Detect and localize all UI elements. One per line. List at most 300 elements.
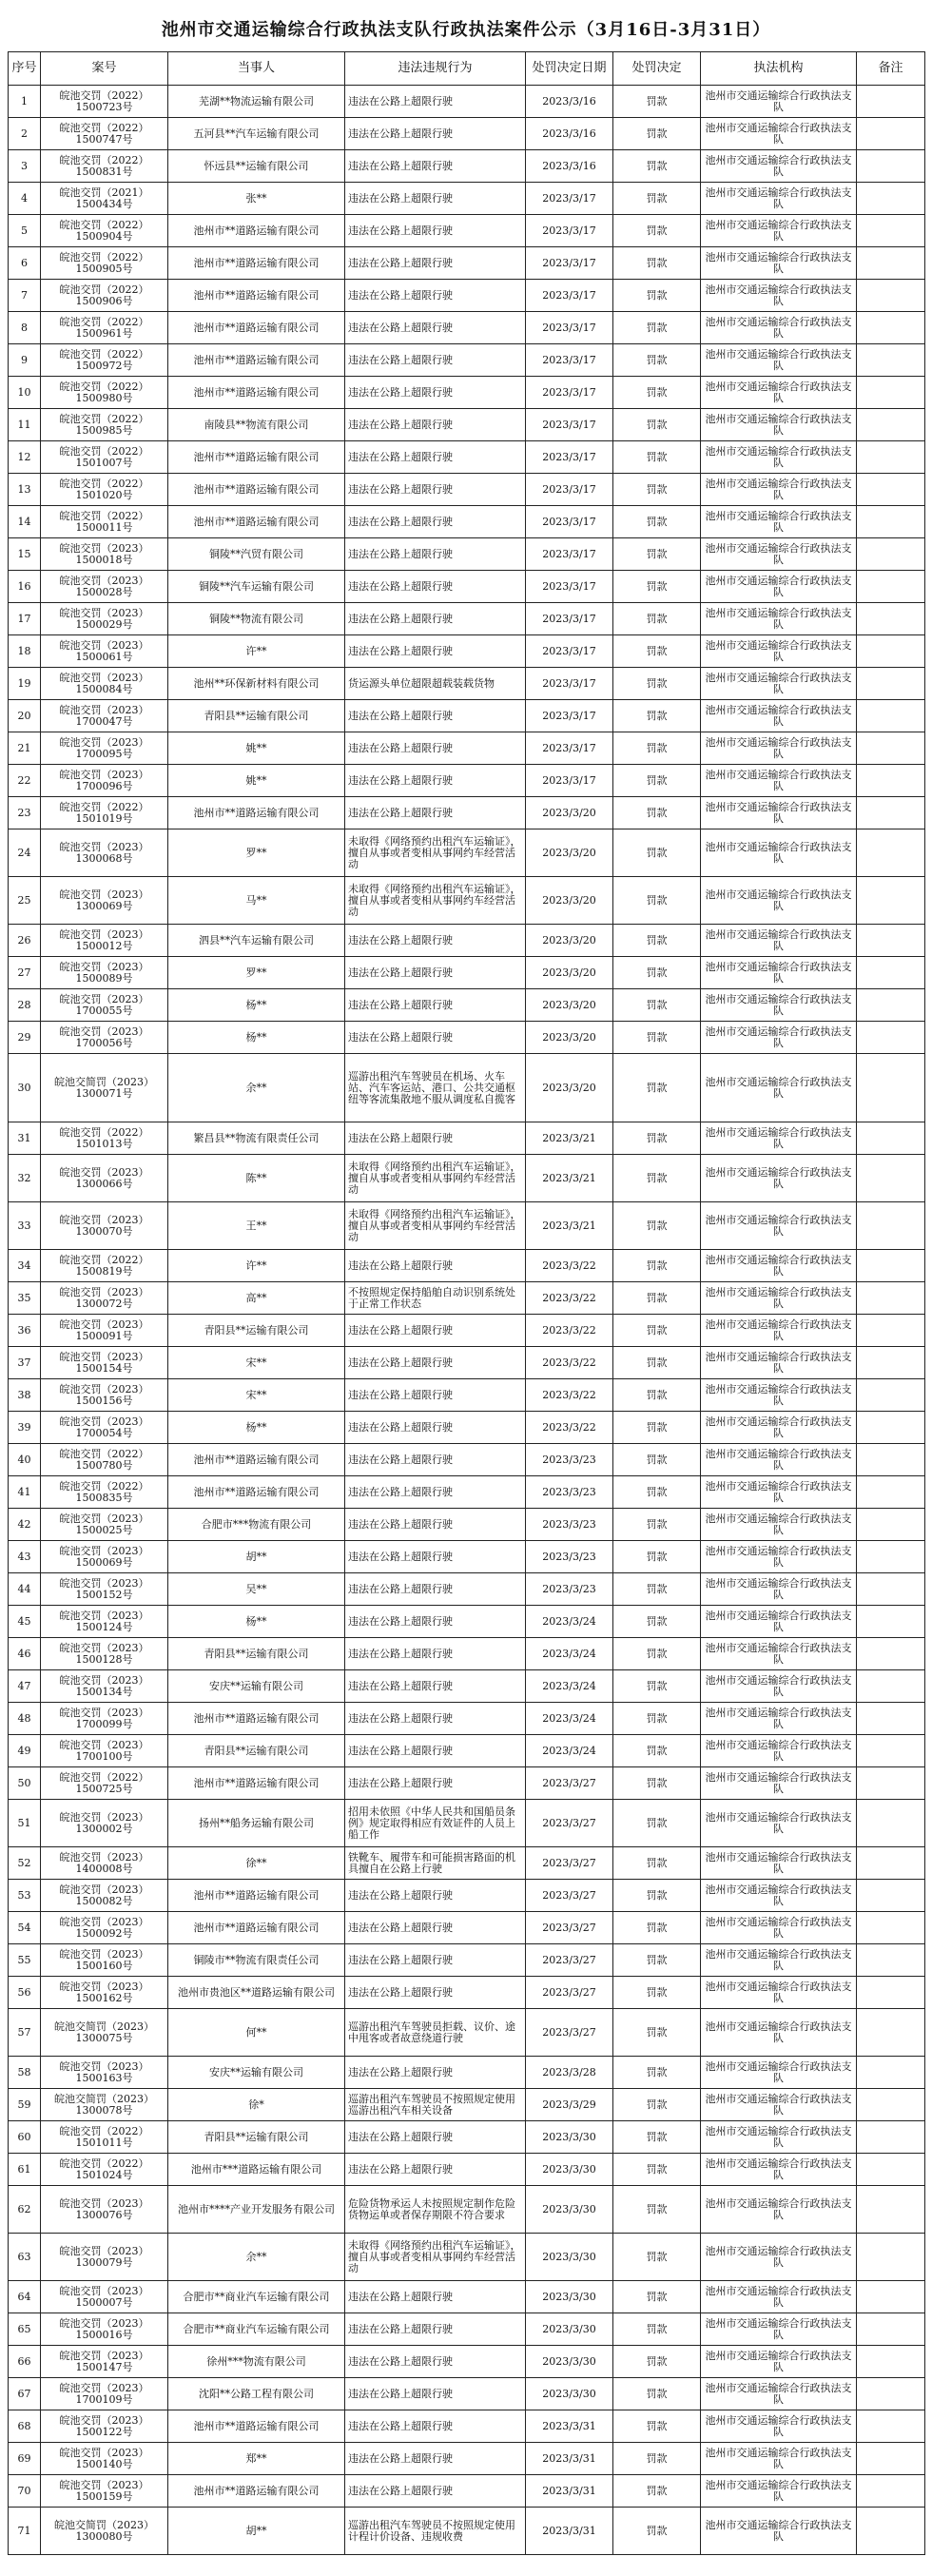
cell-date bbox=[526, 925, 613, 957]
cell-no-text: 27 bbox=[17, 966, 31, 979]
cell-no-text: 62 bbox=[17, 2202, 31, 2215]
table-row bbox=[9, 1122, 925, 1155]
cell-date-text: 2023/3/16 bbox=[542, 127, 596, 140]
cell-date-text: 2023/3/27 bbox=[542, 2025, 596, 2039]
cell-no bbox=[9, 247, 41, 280]
cell-party bbox=[168, 797, 345, 829]
cell-no bbox=[9, 312, 41, 344]
cell-date bbox=[526, 2154, 613, 2186]
cell-agency-text: 池州市交通运输综合行政执法支队 bbox=[705, 380, 852, 404]
cell-agency-text: 池州市交通运输综合行政执法支队 bbox=[705, 477, 852, 501]
cell-violation bbox=[345, 150, 526, 183]
cell-case-number bbox=[41, 344, 168, 377]
table-row bbox=[9, 1476, 925, 1509]
cell-decision bbox=[613, 2410, 701, 2443]
cell-agency bbox=[701, 150, 857, 183]
cell-violation-text: 违法在公路上超限行驶 bbox=[348, 612, 453, 625]
cell-party-text: 池州市**道路运输有限公司 bbox=[193, 1711, 320, 1725]
cell-agency bbox=[701, 989, 857, 1022]
cell-no bbox=[9, 1977, 41, 2009]
cell-no-text: 60 bbox=[17, 2130, 31, 2143]
cell-no-text: 7 bbox=[21, 288, 28, 302]
cell-case-number-text: 皖池交罚（2023） bbox=[59, 1285, 149, 1298]
cell-decision-text: 罚款 bbox=[646, 1131, 668, 1144]
cell-no bbox=[9, 409, 41, 441]
cell-party bbox=[168, 2378, 345, 2410]
cell-agency-text: 池州市交通运输综合行政执法支队 bbox=[705, 1317, 852, 1342]
cell-no bbox=[9, 2234, 41, 2281]
cell-decision bbox=[613, 441, 701, 474]
cell-date bbox=[526, 1202, 613, 1250]
cell-party-text: 池州市***道路运输有限公司 bbox=[190, 2162, 322, 2176]
table-row bbox=[9, 1977, 925, 2009]
cell-violation-text: 违法在公路上超限行驶 bbox=[348, 2387, 453, 2400]
cell-no-text: 71 bbox=[17, 2524, 31, 2537]
cell-agency-text: 池州市交通运输综合行政执法支队 bbox=[705, 992, 852, 1017]
cell-case-number-text: 1300071号 bbox=[75, 1086, 133, 1100]
cell-agency-text: 池州市交通运输综合行政执法支队 bbox=[705, 1673, 852, 1698]
cell-agency-text: 池州市交通运输综合行政执法支队 bbox=[705, 509, 852, 534]
cell-decision bbox=[613, 1573, 701, 1606]
cell-agency bbox=[701, 1202, 857, 1250]
cell-violation bbox=[345, 1670, 526, 1703]
cell-remark bbox=[857, 1412, 925, 1444]
cell-agency bbox=[701, 2234, 857, 2281]
cell-decision-text: 罚款 bbox=[646, 191, 668, 205]
cell-case-number-text: 皖池交罚（2023） bbox=[59, 1738, 149, 1751]
cell-violation bbox=[345, 1022, 526, 1054]
cell-decision bbox=[613, 1944, 701, 1977]
cell-no-text: 16 bbox=[17, 579, 31, 593]
cell-no-text: 31 bbox=[17, 1131, 31, 1144]
cell-no bbox=[9, 538, 41, 571]
cell-case-number-text: 皖池交罚（2023） bbox=[59, 671, 149, 684]
cell-violation bbox=[345, 1638, 526, 1670]
cell-date-text: 2023/3/24 bbox=[542, 1711, 596, 1725]
cell-violation bbox=[345, 1315, 526, 1347]
cell-party-text: 池州市**道路运输有限公司 bbox=[193, 1921, 320, 1934]
cell-case-number bbox=[41, 1347, 168, 1379]
cell-violation bbox=[345, 989, 526, 1022]
cell-case-number-text: 皖池交罚（2022） bbox=[59, 1253, 149, 1266]
cell-remark bbox=[857, 1944, 925, 1977]
cell-party-text: 池州市**道路运输有限公司 bbox=[193, 806, 320, 819]
cell-no bbox=[9, 1155, 41, 1202]
cell-case-number-text: 1500012号 bbox=[75, 939, 133, 952]
cell-violation-text: 违法在公路上超限行驶 bbox=[348, 2484, 453, 2497]
cell-decision bbox=[613, 829, 701, 877]
table-row bbox=[9, 732, 925, 765]
cell-party bbox=[168, 1670, 345, 1703]
cell-no-text: 29 bbox=[17, 1030, 31, 1044]
cell-case-number-text: 1700099号 bbox=[75, 1717, 133, 1730]
cell-party-text: 池州市**道路运输有限公司 bbox=[193, 450, 320, 463]
cell-violation bbox=[345, 377, 526, 409]
cell-violation bbox=[345, 247, 526, 280]
cell-case-number bbox=[41, 603, 168, 635]
cell-no bbox=[9, 2009, 41, 2057]
cell-date-text: 2023/3/17 bbox=[542, 773, 596, 787]
cell-decision bbox=[613, 1054, 701, 1122]
cell-date bbox=[526, 1122, 613, 1155]
cell-date-text: 2023/3/17 bbox=[542, 418, 596, 431]
cell-decision bbox=[613, 1250, 701, 1282]
cell-violation-text: 违法在公路上超限行驶 bbox=[348, 2451, 453, 2465]
cell-date-text: 2023/3/21 bbox=[542, 1171, 596, 1184]
cell-date bbox=[526, 571, 613, 603]
cell-agency bbox=[701, 312, 857, 344]
cell-decision-text: 罚款 bbox=[646, 1485, 668, 1498]
cell-violation-text: 未取得《网络预约出租汽车运输证》，擅自从事或者变相从事网约车经营活动 bbox=[348, 1160, 521, 1196]
cell-violation bbox=[345, 1606, 526, 1638]
cell-case-number-text: 1500029号 bbox=[75, 617, 133, 631]
cell-violation bbox=[345, 1703, 526, 1735]
cell-no bbox=[9, 1444, 41, 1476]
cell-party bbox=[168, 150, 345, 183]
cell-remark bbox=[857, 1282, 925, 1315]
cell-decision bbox=[613, 2121, 701, 2154]
cell-violation-text: 货运源头单位超限超载装载货物 bbox=[348, 676, 495, 690]
cell-agency bbox=[701, 1880, 857, 1912]
cell-violation-text: 违法在公路上超限行驶 bbox=[348, 1711, 453, 1725]
table-row bbox=[9, 2186, 925, 2234]
cell-violation-text: 违法在公路上超限行驶 bbox=[348, 579, 453, 593]
cell-no bbox=[9, 1847, 41, 1880]
table-row bbox=[9, 925, 925, 957]
cell-no-text: 15 bbox=[17, 547, 31, 560]
cell-decision-text: 罚款 bbox=[646, 2065, 668, 2078]
cell-agency bbox=[701, 1476, 857, 1509]
cell-remark bbox=[857, 1444, 925, 1476]
cell-violation-text: 违法在公路上超限行驶 bbox=[348, 321, 453, 334]
cell-violation-text: 违法在公路上超限行驶 bbox=[348, 1323, 453, 1337]
cell-case-number-text: 1500980号 bbox=[75, 391, 133, 404]
cell-agency-text: 池州市交通运输综合行政执法支队 bbox=[705, 2413, 852, 2438]
cell-case-number bbox=[41, 1767, 168, 1800]
cell-remark bbox=[857, 797, 925, 829]
cell-date bbox=[526, 215, 613, 247]
cell-violation bbox=[345, 86, 526, 118]
cell-violation bbox=[345, 118, 526, 150]
cell-party-text: 池州市**道路运输有限公司 bbox=[193, 321, 320, 334]
cell-date-text: 2023/3/24 bbox=[542, 1647, 596, 1660]
cell-case-number-text: 1500904号 bbox=[75, 229, 133, 243]
cell-case-number-text: 皖池交罚（2022） bbox=[59, 1125, 149, 1139]
cell-party-text: 南陵县**物流有限公司 bbox=[204, 418, 309, 431]
cell-decision-text: 罚款 bbox=[646, 1744, 668, 1757]
table-row bbox=[9, 797, 925, 829]
cell-no-text: 37 bbox=[17, 1356, 31, 1369]
table-row bbox=[9, 1347, 925, 1379]
cell-remark bbox=[857, 280, 925, 312]
cell-no-text: 39 bbox=[17, 1420, 31, 1434]
cell-case-number-text: 1500061号 bbox=[75, 650, 133, 663]
cell-agency-text: 池州市交通运输综合行政执法支队 bbox=[705, 1810, 852, 1835]
cell-violation bbox=[345, 1509, 526, 1541]
cell-decision bbox=[613, 668, 701, 700]
cell-agency bbox=[701, 86, 857, 118]
cell-party-text: 铜陵市**物流有限责任公司 bbox=[193, 1953, 320, 1966]
cell-date-text: 2023/3/30 bbox=[542, 2162, 596, 2176]
cell-case-number-text: 皖池交简罚（2023） bbox=[54, 2518, 154, 2531]
cell-violation-text: 违法在公路上超限行驶 bbox=[348, 385, 453, 399]
cell-party-text: 繁昌县**物流有限责任公司 bbox=[193, 1131, 320, 1144]
cell-decision-text: 罚款 bbox=[646, 385, 668, 399]
cell-no bbox=[9, 474, 41, 506]
cell-case-number-text: 1500163号 bbox=[75, 2071, 133, 2084]
cell-party bbox=[168, 635, 345, 668]
cell-case-number-text: 皖池交罚（2022） bbox=[59, 2124, 149, 2137]
cell-party-text: 青阳县**运输有限公司 bbox=[204, 1323, 309, 1337]
cell-decision bbox=[613, 1315, 701, 1347]
cell-remark bbox=[857, 150, 925, 183]
cell-no-text: 57 bbox=[17, 2025, 31, 2039]
cell-remark bbox=[857, 2475, 925, 2508]
table-row bbox=[9, 989, 925, 1022]
cell-party bbox=[168, 700, 345, 732]
cell-no bbox=[9, 603, 41, 635]
cell-agency bbox=[701, 215, 857, 247]
table-body bbox=[9, 86, 925, 2555]
cell-violation-text: 违法在公路上超限行驶 bbox=[348, 1550, 453, 1563]
table-row bbox=[9, 1767, 925, 1800]
cell-decision-text: 罚款 bbox=[646, 1356, 668, 1369]
cell-party-text: 池州市**道路运输有限公司 bbox=[193, 353, 320, 366]
cell-case-number-text: 1700054号 bbox=[75, 1426, 133, 1439]
cell-date bbox=[526, 1250, 613, 1282]
cell-decision bbox=[613, 1202, 701, 1250]
cell-date-text: 2023/3/27 bbox=[542, 1985, 596, 1999]
cell-violation bbox=[345, 571, 526, 603]
cell-party-text: 安庆**运输有限公司 bbox=[209, 1679, 303, 1692]
cell-agency bbox=[701, 280, 857, 312]
cell-date-text: 2023/3/20 bbox=[542, 1030, 596, 1044]
cell-no bbox=[9, 925, 41, 957]
cell-party bbox=[168, 2475, 345, 2508]
cell-violation-text: 违法在公路上超限行驶 bbox=[348, 806, 453, 819]
cell-date-text: 2023/3/20 bbox=[542, 806, 596, 819]
cell-agency bbox=[701, 1122, 857, 1155]
cell-decision bbox=[613, 957, 701, 989]
cell-remark bbox=[857, 1880, 925, 1912]
table-row bbox=[9, 2089, 925, 2121]
cell-case-number-text: 1500018号 bbox=[75, 553, 133, 566]
cell-party-text: 姚** bbox=[245, 773, 267, 787]
cell-case-number-text: 1500780号 bbox=[75, 1458, 133, 1472]
cell-no-text: 9 bbox=[21, 353, 28, 366]
cell-agency bbox=[701, 2508, 857, 2555]
cell-agency-text: 池州市交通运输综合行政执法支队 bbox=[705, 1770, 852, 1795]
cell-case-number-text: 1500128号 bbox=[75, 1652, 133, 1666]
cell-date bbox=[526, 1703, 613, 1735]
cell-no bbox=[9, 377, 41, 409]
cell-violation-text: 违法在公路上超限行驶 bbox=[348, 1030, 453, 1044]
cell-case-number bbox=[41, 2009, 168, 2057]
cell-party-text: 宋** bbox=[245, 1388, 267, 1401]
table-row bbox=[9, 1155, 925, 1202]
cell-no bbox=[9, 2410, 41, 2443]
cell-date bbox=[526, 2508, 613, 2555]
cell-party-text: 合肥市***物流有限公司 bbox=[201, 1517, 312, 1531]
cell-agency bbox=[701, 377, 857, 409]
table-row bbox=[9, 441, 925, 474]
cell-remark bbox=[857, 2057, 925, 2089]
cell-decision bbox=[613, 2378, 701, 2410]
cell-party-text: 合肥市**商业汽车运输有限公司 bbox=[183, 2290, 330, 2303]
cell-remark bbox=[857, 1606, 925, 1638]
cell-no bbox=[9, 118, 41, 150]
cell-date bbox=[526, 1573, 613, 1606]
cell-case-number-text: 皖池交罚（2023） bbox=[59, 2478, 149, 2491]
cell-agency bbox=[701, 1800, 857, 1847]
cell-case-number-text: 1500084号 bbox=[75, 682, 133, 695]
cell-case-number bbox=[41, 1606, 168, 1638]
cell-date-text: 2023/3/27 bbox=[542, 1953, 596, 1966]
cell-party bbox=[168, 247, 345, 280]
cell-no bbox=[9, 1541, 41, 1573]
cell-date-text: 2023/3/30 bbox=[542, 2354, 596, 2368]
cell-case-number bbox=[41, 2057, 168, 2089]
cell-party-text: 杨** bbox=[245, 1420, 267, 1434]
cell-agency bbox=[701, 957, 857, 989]
cell-date-text: 2023/3/31 bbox=[542, 2451, 596, 2465]
table-row bbox=[9, 2508, 925, 2555]
cell-remark bbox=[857, 2186, 925, 2234]
cell-decision-text: 罚款 bbox=[646, 644, 668, 657]
cell-decision bbox=[613, 571, 701, 603]
cell-no bbox=[9, 1250, 41, 1282]
cell-no-text: 23 bbox=[17, 806, 31, 819]
cell-case-number-text: 1500156号 bbox=[75, 1394, 133, 1407]
cell-no-text: 33 bbox=[17, 1219, 31, 1232]
cell-agency bbox=[701, 1509, 857, 1541]
cell-date-text: 2023/3/31 bbox=[542, 2484, 596, 2497]
cell-case-number bbox=[41, 2346, 168, 2378]
cell-agency-text: 池州市交通运输综合行政执法支队 bbox=[705, 2092, 852, 2117]
cell-agency bbox=[701, 925, 857, 957]
cell-case-number-text: 皖池交罚（2023） bbox=[59, 1512, 149, 1525]
cell-violation bbox=[345, 506, 526, 538]
cell-violation-text: 违法在公路上超限行驶 bbox=[348, 547, 453, 560]
cell-violation-text: 违法在公路上超限行驶 bbox=[348, 773, 453, 787]
cell-date bbox=[526, 1944, 613, 1977]
cell-agency-text: 池州市交通运输综合行政执法支队 bbox=[705, 2284, 852, 2309]
cell-party-text: 杨** bbox=[245, 1030, 267, 1044]
cell-decision-text: 罚款 bbox=[646, 1388, 668, 1401]
cell-no-text: 38 bbox=[17, 1388, 31, 1401]
cell-date bbox=[526, 1412, 613, 1444]
cell-case-number bbox=[41, 1250, 168, 1282]
cell-agency bbox=[701, 409, 857, 441]
cell-date-text: 2023/3/29 bbox=[542, 2098, 596, 2111]
cell-remark bbox=[857, 1767, 925, 1800]
cell-decision-text: 罚款 bbox=[646, 773, 668, 787]
page-title: 池州市交通运输综合行政执法支队行政执法案件公示（3月16日-3月31日） bbox=[161, 20, 771, 40]
cell-party-text: 吴** bbox=[245, 1582, 267, 1595]
cell-party bbox=[168, 1880, 345, 1912]
cell-date bbox=[526, 474, 613, 506]
cell-violation bbox=[345, 2508, 526, 2555]
cell-case-number-text: 1700055号 bbox=[75, 1004, 133, 1017]
cell-violation bbox=[345, 797, 526, 829]
cell-party-text: 马** bbox=[245, 893, 267, 907]
cell-party-text: 池州市****产业开发服务有限公司 bbox=[178, 2202, 335, 2215]
cell-date bbox=[526, 377, 613, 409]
cell-case-number bbox=[41, 732, 168, 765]
cell-case-number bbox=[41, 1944, 168, 1977]
cell-date-text: 2023/3/17 bbox=[542, 450, 596, 463]
cell-agency-text: 池州市交通运输综合行政执法支队 bbox=[705, 840, 852, 865]
table-row bbox=[9, 377, 925, 409]
cell-case-number-text: 皖池交罚（2023） bbox=[59, 1025, 149, 1038]
cell-date bbox=[526, 118, 613, 150]
cell-case-number bbox=[41, 1912, 168, 1944]
cell-violation bbox=[345, 1412, 526, 1444]
cell-violation-text: 违法在公路上超限行驶 bbox=[348, 450, 453, 463]
cell-remark bbox=[857, 1054, 925, 1122]
cell-date bbox=[526, 2121, 613, 2154]
cell-agency-text: 池州市交通运输综合行政执法支队 bbox=[705, 88, 852, 113]
cell-agency-text: 池州市交通运输综合行政执法支队 bbox=[705, 1576, 852, 1601]
cell-decision-text: 罚款 bbox=[646, 612, 668, 625]
cell-party bbox=[168, 2410, 345, 2443]
cell-case-number-text: 皖池交罚（2023） bbox=[59, 2059, 149, 2073]
cell-violation-text: 未取得《网络预约出租汽车运输证》，擅自从事或者变相从事网约车经营活动 bbox=[348, 2238, 521, 2274]
cell-party bbox=[168, 1800, 345, 1847]
cell-agency bbox=[701, 1638, 857, 1670]
table-row bbox=[9, 668, 925, 700]
cell-case-number-text: 1300078号 bbox=[75, 2103, 133, 2117]
cell-date-text: 2023/3/31 bbox=[542, 2419, 596, 2432]
cell-agency bbox=[701, 344, 857, 377]
cell-case-number-text: 1500007号 bbox=[75, 2295, 133, 2309]
cell-agency bbox=[701, 1541, 857, 1573]
cell-no-text: 54 bbox=[17, 1921, 31, 1934]
cell-remark bbox=[857, 765, 925, 797]
header-case: 案号 bbox=[41, 52, 168, 86]
cell-remark bbox=[857, 2378, 925, 2410]
cell-no-text: 24 bbox=[17, 846, 31, 859]
cell-agency bbox=[701, 2443, 857, 2475]
cell-party-text: 徐** bbox=[245, 1856, 267, 1869]
cell-date bbox=[526, 2475, 613, 2508]
cases-table bbox=[8, 51, 925, 2555]
cell-remark bbox=[857, 1315, 925, 1347]
cell-case-number-text: 1700100号 bbox=[75, 1749, 133, 1763]
table-row bbox=[9, 409, 925, 441]
cell-no-text: 70 bbox=[17, 2484, 31, 2497]
cell-agency bbox=[701, 700, 857, 732]
cell-case-number bbox=[41, 280, 168, 312]
cell-case-number bbox=[41, 118, 168, 150]
cell-party-text: 池州市**道路运输有限公司 bbox=[193, 1485, 320, 1498]
cell-party bbox=[168, 2154, 345, 2186]
cell-case-number-text: 皖池交罚（2023） bbox=[59, 541, 149, 555]
cell-no bbox=[9, 829, 41, 877]
cell-date-text: 2023/3/17 bbox=[542, 515, 596, 528]
cell-agency-text: 池州市交通运输综合行政执法支队 bbox=[705, 2124, 852, 2149]
cell-violation bbox=[345, 2234, 526, 2281]
cell-remark bbox=[857, 1703, 925, 1735]
cell-agency bbox=[701, 635, 857, 668]
cell-decision-text: 罚款 bbox=[646, 547, 668, 560]
cell-case-number-text: 1500069号 bbox=[75, 1555, 133, 1569]
cell-case-number bbox=[41, 1880, 168, 1912]
cell-no bbox=[9, 668, 41, 700]
cell-decision-text: 罚款 bbox=[646, 2202, 668, 2215]
cell-agency-text: 池州市交通运输综合行政执法支队 bbox=[705, 606, 852, 631]
cell-no bbox=[9, 2089, 41, 2121]
